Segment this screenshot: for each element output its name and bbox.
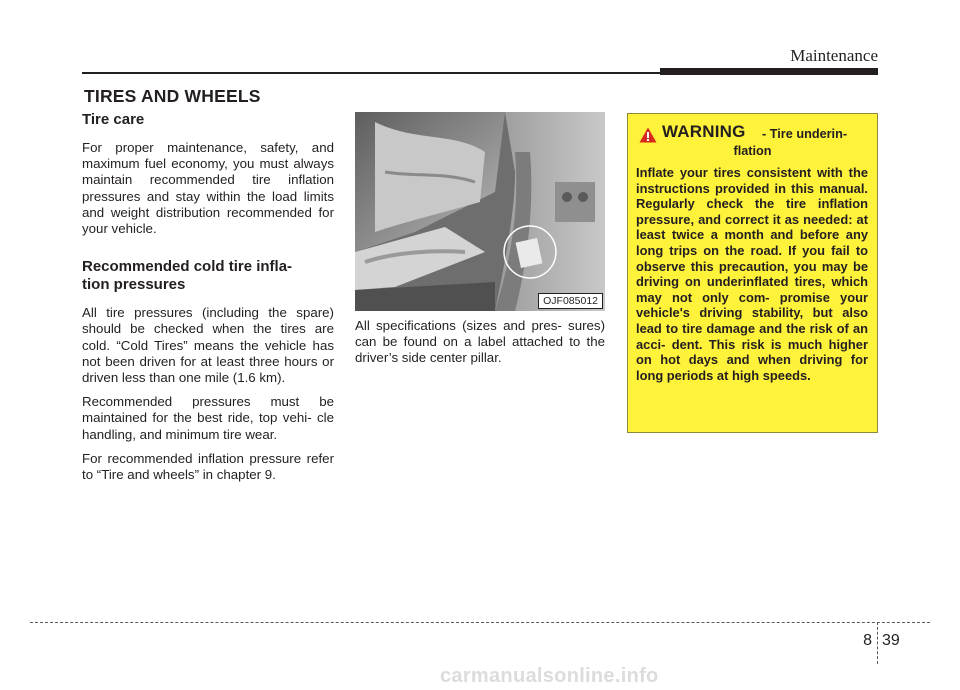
photo-caption: OJF085012: [538, 293, 603, 309]
car-door-pillar-icon: [355, 112, 605, 311]
warning-body: Inflate your tires consistent with the instructions provided in this manual. Regularly check the tire inflation pressure, and correct it as needed: at least twice a month and before any long trips on the road. If you fail to observe this precaution, you may be driving on underinflated tires, which may not only com- promise your vehicle's driving stability, but also lead to tire damage and the risk of an acci- dent. This risk is much higher on hot days and when driving for long periods at high speeds.: [636, 165, 868, 383]
warning-triangle-icon: [639, 127, 657, 143]
door-pillar-photo: [355, 112, 605, 311]
header-section-title: Maintenance: [790, 46, 878, 65]
cold-pressures-text-1: All tire pressures (including the spare) should be checked when the tires are cold. “Cold Tires” means the vehicle has not been driven for at least three hours or driven less than one mile (1.6 km).: [82, 305, 334, 386]
cold-pressures-text-2: Recommended pressures must be maintained for the best ride, top vehi- cle handling, and minimum tire wear.: [82, 394, 334, 442]
warning-word: WARNING: [662, 122, 746, 141]
left-column: [82, 111, 334, 483]
header-rule-accent: [660, 68, 878, 75]
header-rule: [82, 72, 660, 74]
watermark: carmanualsonline.info: [440, 665, 659, 687]
page-number: 39: [882, 632, 900, 649]
footer-divider: [877, 622, 878, 664]
chapter-number: 8: [863, 632, 872, 649]
cold-pressures-text-3: For recommended inflation pressure refer to “Tire and wheels” in chapter 9.: [82, 450, 334, 483]
warning-box: [627, 113, 878, 433]
warning-subtitle-line2: flation: [733, 144, 772, 158]
tire-care-text: For proper maintenance, safety, and maximum fuel economy, you must always maintain recommended tire inflation pressures and stay within the load limits and weight distribution recommended for your vehicle.: [82, 140, 334, 237]
footer-rule: [30, 622, 930, 623]
warning-subtitle: - Tire underin-: [762, 127, 848, 141]
tire-care-heading: Tire care: [82, 111, 145, 128]
specifications-text: All specifications (sizes and pres- sures) can be found on a label attached to the driver’s side center pillar.: [355, 318, 605, 366]
cold-pressures-heading: Recommended cold tire infla- tion pressures: [82, 258, 293, 294]
section-title: TIRES AND WHEELS: [84, 86, 261, 106]
